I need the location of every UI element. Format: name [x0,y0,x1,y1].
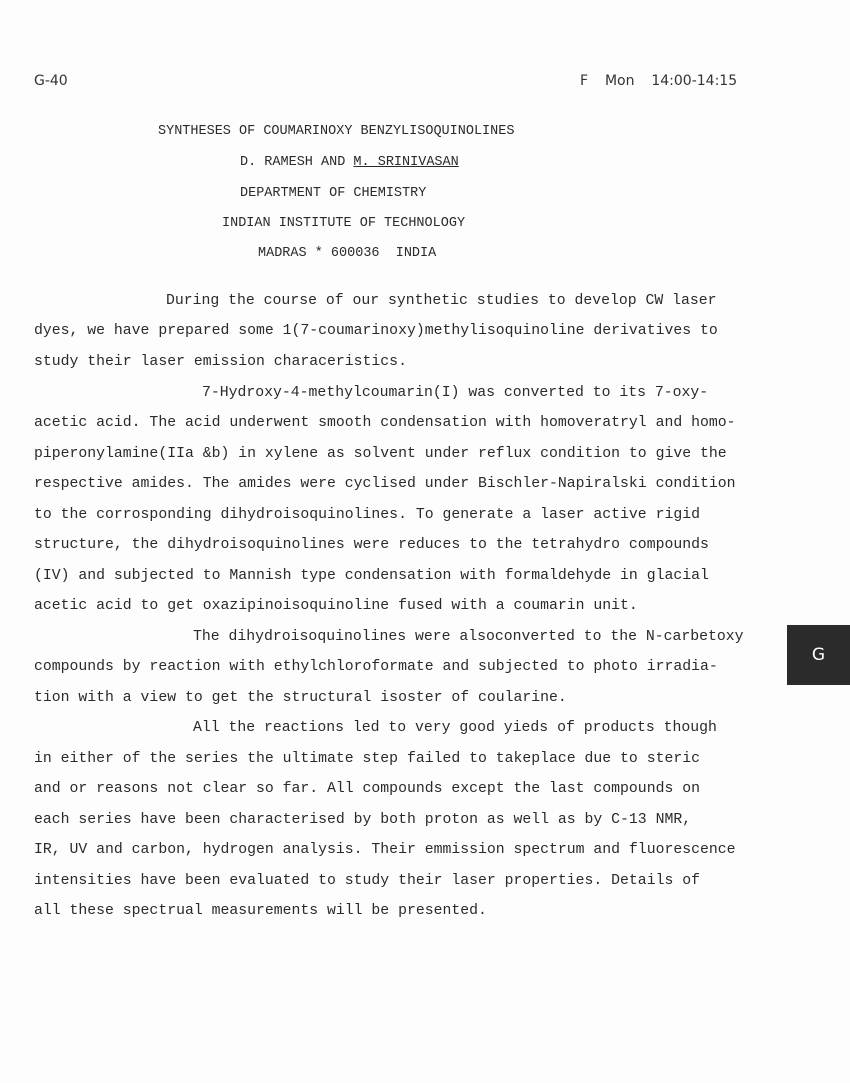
body-line: structure, the dihydroisoquinolines were reduces to the tetrahydro compounds [34,537,709,553]
body-line: all these spectrual measurements will be presented. [34,903,487,919]
body-line: acetic acid. The acid underwent smooth condensation with homoveratryl and homo- [34,415,736,431]
body-line: respective amides. The amides were cyclised under Bischler-Napiralski condition [34,476,736,492]
author-ramesh: D. RAMESH AND [240,155,354,170]
body-line: compounds by reaction with ethylchloroformate and subjected to photo irradia- [34,659,718,675]
body-line: to the corrosponding dihydroisoquinolines. To generate a laser active rigid [34,507,700,523]
body-line: 7-Hydroxy-4-methylcoumarin(I) was converted to its 7-oxy- [202,385,709,401]
institute: INDIAN INSTITUTE OF TECHNOLOGY [222,216,466,231]
body-line: piperonylamine(IIa &b) in xylene as solvent under reflux condition to give the [34,446,727,462]
body-line: intensities have been evaluated to study their laser properties. Details of [34,873,700,889]
body-line: tion with a view to get the structural isoster of coularine. [34,690,567,706]
body-line: each series have been characterised by both proton as well as by C-13 NMR, [34,812,692,828]
department: DEPARTMENT OF CHEMISTRY [240,186,427,201]
author-presenter: M. SRINIVASAN [353,155,459,170]
body-line: study their laser emission characeristics. [34,354,407,370]
address: MADRAS * 600036 INDIA [258,246,437,261]
authors [240,155,459,170]
abstract-code: G-40 [34,73,68,89]
body-line: and or reasons not clear so far. All compounds except the last compounds on [34,781,700,797]
body-line: The dihydroisoquinolines were alsoconverted to the N-carbetoxy [193,629,744,645]
body-line: dyes, we have prepared some 1(7-coumarinoxy)methylisoquinoline derivatives to [34,323,718,339]
body-line: During the course of our synthetic studies to develop CW laser [166,293,717,309]
body-line: in either of the series the ultimate step failed to takeplace due to steric [34,751,700,767]
body-line: IR, UV and carbon, hydrogen analysis. Their emmission spectrum and fluorescence [34,842,736,858]
body-line: acetic acid to get oxazipinoisoquinoline fused with a coumarin unit. [34,598,638,614]
session-time: F Mon 14:00-14:15 [580,73,738,89]
body-line: (IV) and subjected to Mannish type condensation with formaldehyde in glacial [34,568,709,584]
paper-title: SYNTHESES OF COUMARINOXY BENZYLISOQUINOLINES [158,124,515,139]
body-line: All the reactions led to very good yieds of products though [193,720,717,736]
section-tab-g[interactable]: G [787,625,850,685]
